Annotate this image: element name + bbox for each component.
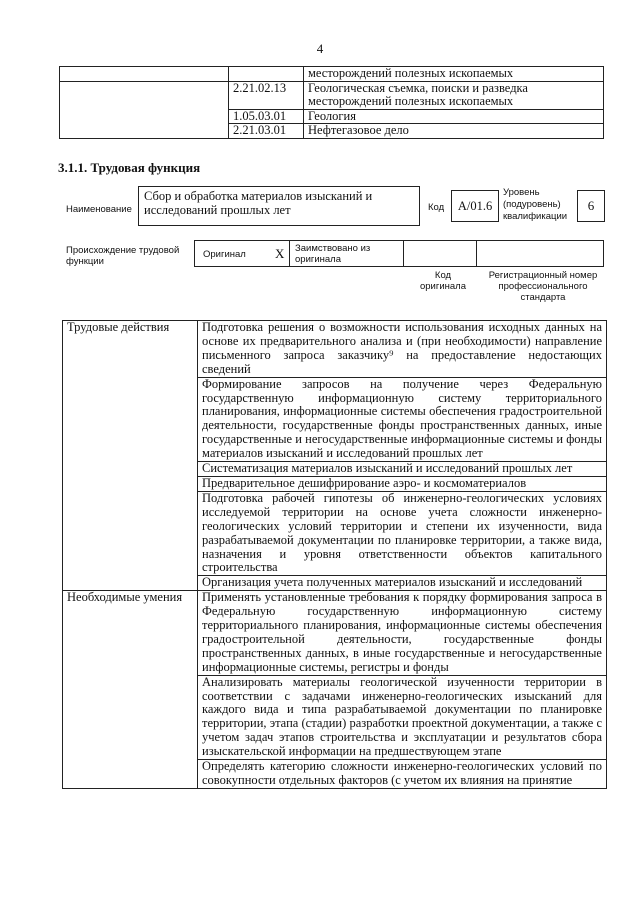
labor-action-item: Предварительное дешифрирование аэро- и космоматериалов [198,476,607,491]
origin-box [194,240,604,267]
labor-action-item: Систематизация материалов изысканий и исследований прошлых лет [198,462,607,477]
level-label: Уровень (подуровень) квалификации [503,187,568,222]
original-mark: X [275,246,285,261]
divider [476,241,477,266]
code-label: Код [428,202,445,213]
function-details-table [62,320,607,789]
function-name-value: Сбор и обработка материалов изысканий и исследований прошлых лет [138,186,420,226]
name-cell: Нефтегазовое дело [304,124,604,139]
divider [289,241,290,266]
table-row [60,81,604,109]
name-cell: Геология [304,109,604,124]
labor-action-item: Подготовка решения о возможности использования исходных данных на основе их предварительного анализа и (при необходимости) направление письменного запроса заказчику⁹ на предоставление недостающих сведений [198,321,607,378]
name-label: Наименование [66,204,132,215]
divider [403,241,404,266]
table-row [60,67,604,82]
original-label: Оригинал [203,249,246,260]
code-original-caption: Код оригинала [419,270,466,292]
spacer-cell [60,67,229,82]
function-code-value: A/01.6 [451,190,499,222]
labor-actions-label: Трудовые действия [63,321,198,591]
skill-item: Анализировать материалы геологической изученности территории в соответствии с задачами инженерно-геологических изысканий для каждого вида и типа разрабатываемой документации по планировке территории, этапа (стадии) разработки проектной документации, а также с учетом задач этапов строительства и эксплуатации и результатов сбора изыскательской информации на предшествующем этапе [198,675,607,759]
spacer-cell [60,81,229,138]
page-number: 4 [316,41,324,56]
education-codes-table [59,66,604,139]
name-cell: месторождений полезных ископаемых [304,67,604,82]
code-cell: 2.21.02.13 [229,81,304,109]
name-cell: Геологическая съемка, поиски и разведка месторождений полезных ископаемых [304,81,604,109]
code-cell: 1.05.03.01 [229,109,304,124]
labor-action-item: Формирование запросов на получение через Федеральную государственную информационную систему территориального планирования, информационные системы обеспечения градостроительной деятельности, государственные фонды пространственных данных, иные государственные и негосударственные информационные системы и фонды материалов изысканий и исследований прошлых лет [198,377,607,461]
labor-action-item: Организация учета полученных материалов изысканий и исследований [198,576,607,591]
skill-item: Применять установленные требования к порядку формирования запроса в Федеральную государственную информационную систему территориального планирования, информационные системы обеспечения градостроительной деятельности, государственные фонды пространственных данных, в иные государственные и негосударственные информационные системы, регистры и фонды [198,591,607,675]
level-value: 6 [577,190,605,222]
labor-action-item: Подготовка рабочей гипотезы об инженерно-геологических условиях исследуемой территории на основе учета сложности инженерно-геологических условий территории и степени их изученности, вида разрабатываемой документации по планировке территории, а также вида, назначения и уровня ответственности объектов капитального строительства [198,491,607,575]
section-title: 3.1.1. Трудовая функция [58,160,201,175]
skills-label: Необходимые умения [63,591,198,789]
origin-label: Происхождение трудовой функции [66,245,180,267]
code-cell: 2.21.03.01 [229,124,304,139]
table-row [63,321,607,378]
reg-number-caption: Регистрационный номер профессионального стандарта [488,270,598,303]
code-cell [229,67,304,82]
borrowed-label: Заимствовано из оригинала [295,243,371,265]
skill-item: Определять категорию сложности инженерно-геологических условий по совокупности отдельных факторов (с учетом их влияния на принятие [198,760,607,789]
table-row [63,591,607,675]
